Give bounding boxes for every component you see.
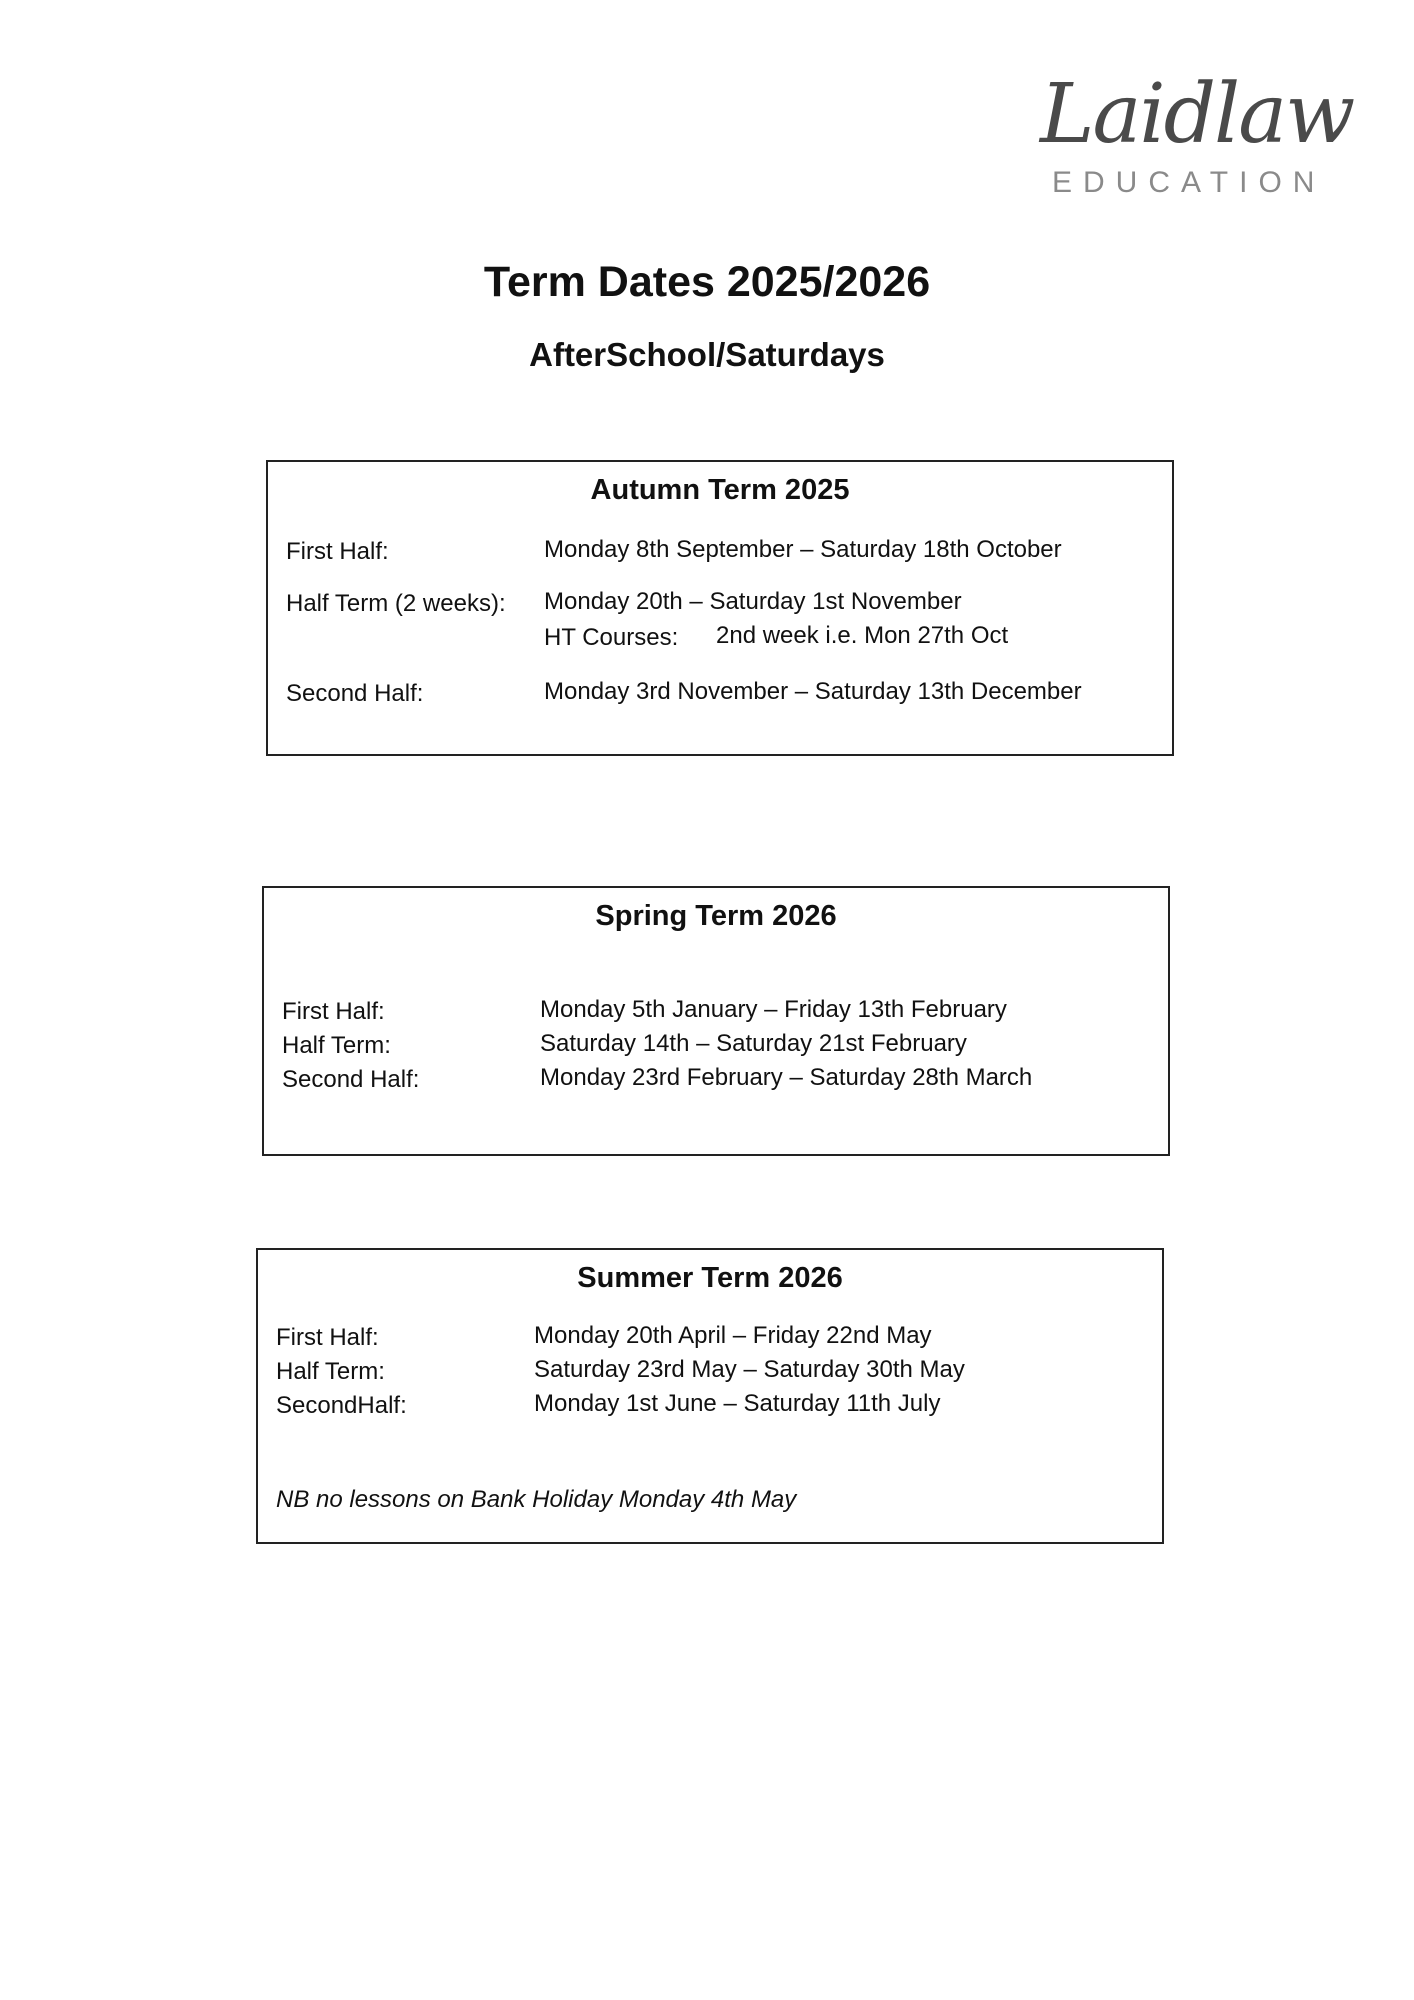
spring-first-half-value: Monday 5th January – Friday 13th February xyxy=(540,996,1007,1023)
autumn-term-box xyxy=(266,460,1174,756)
summer-second-half-value: Monday 1st June – Saturday 11th July xyxy=(534,1390,941,1417)
autumn-term-heading: Autumn Term 2025 xyxy=(590,474,850,506)
logo-sub-text: EDUCATION xyxy=(1052,166,1326,199)
spring-second-half-label: Second Half: xyxy=(282,1066,420,1093)
summer-half-term-label: Half Term: xyxy=(276,1358,385,1385)
spring-term-heading: Spring Term 2026 xyxy=(595,900,837,932)
autumn-half-term-value: Monday 20th – Saturday 1st November xyxy=(544,588,962,615)
summer-first-half-value: Monday 20th April – Friday 22nd May xyxy=(534,1322,932,1349)
laidlaw-education-logo xyxy=(1040,67,1354,200)
spring-term-box xyxy=(262,886,1170,1156)
summer-first-half-label: First Half: xyxy=(276,1324,379,1351)
spring-first-half-label: First Half: xyxy=(282,998,385,1025)
summer-term-box xyxy=(256,1248,1164,1544)
spring-half-term-value: Saturday 14th – Saturday 21st February xyxy=(540,1030,967,1057)
summer-half-term-value: Saturday 23rd May – Saturday 30th May xyxy=(534,1356,965,1383)
summer-term-heading: Summer Term 2026 xyxy=(577,1262,843,1294)
logo-script-text: Laidlaw xyxy=(1040,67,1354,162)
spring-half-term-label: Half Term: xyxy=(282,1032,391,1059)
autumn-half-term-label: Half Term (2 weeks): xyxy=(286,590,506,617)
spring-second-half-value: Monday 23rd February – Saturday 28th March xyxy=(540,1064,1033,1091)
autumn-first-half-value: Monday 8th September – Saturday 18th October xyxy=(544,536,1062,563)
summer-second-half-label: SecondHalf: xyxy=(276,1392,407,1419)
autumn-ht-courses-label: HT Courses: xyxy=(544,624,679,651)
autumn-second-half-value: Monday 3rd November – Saturday 13th December xyxy=(544,678,1082,705)
autumn-ht-courses-value: 2nd week i.e. Mon 27th Oct xyxy=(716,622,1009,649)
page-subtitle: AfterSchool/Saturdays xyxy=(529,336,885,373)
autumn-second-half-label: Second Half: xyxy=(286,680,424,707)
autumn-first-half-label: First Half: xyxy=(286,538,389,565)
page-title: Term Dates 2025/2026 xyxy=(483,258,931,306)
summer-bank-holiday-note: NB no lessons on Bank Holiday Monday 4th May xyxy=(276,1486,797,1513)
